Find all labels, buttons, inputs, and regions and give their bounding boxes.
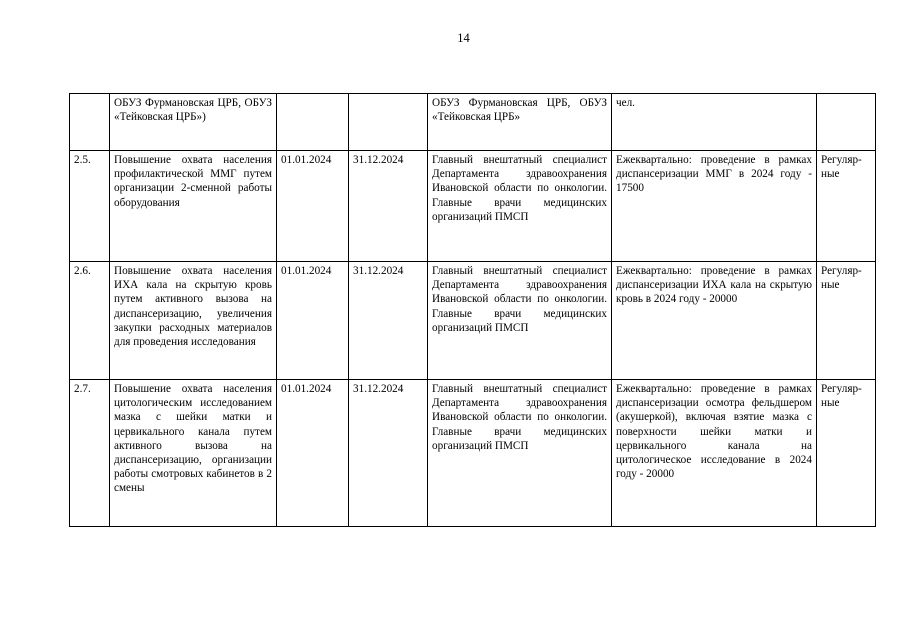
plan-table bbox=[69, 93, 876, 527]
table-row bbox=[70, 151, 876, 262]
responsible-cell: Главный внештатный специалист Департамента здравоохранения Ивановской области по онкологии. Главные врачи медицинских организаций ПМСП bbox=[428, 380, 612, 527]
end-date-cell: 31.12.2024 bbox=[349, 262, 428, 380]
responsible-cell: Главный внештатный специалист Департамента здравоохранения Ивановской области по онкологии. Главные врачи медицинских организаций ПМСП bbox=[428, 151, 612, 262]
measure-cell: ОБУЗ Фурмановская ЦРБ, ОБУЗ «Тейковская ЦРБ») bbox=[110, 94, 277, 151]
start-date-cell bbox=[277, 94, 349, 151]
type-cell bbox=[817, 94, 876, 151]
row-number bbox=[70, 94, 110, 151]
start-date-cell: 01.01.2024 bbox=[277, 380, 349, 527]
end-date-cell bbox=[349, 94, 428, 151]
row-number: 2.5. bbox=[70, 151, 110, 262]
table-row bbox=[70, 94, 876, 151]
result-cell: Ежеквартально: проведение в рамках диспансеризации осмотра фельдшером (акушеркой), включая взятие мазка с поверхности шейки матки и цервикального канала на цитологическое исследование в 2024 году - 20000 bbox=[612, 380, 817, 527]
measure-cell: Повышение охвата населения цитологическим исследованием мазка с шейки матки и цервикального канала путем активного вызова на диспансеризацию, организации работы смотровых кабинетов в 2 смены bbox=[110, 380, 277, 527]
end-date-cell: 31.12.2024 bbox=[349, 380, 428, 527]
row-number: 2.7. bbox=[70, 380, 110, 527]
type-cell: Регуляр-ные bbox=[817, 151, 876, 262]
start-date-cell: 01.01.2024 bbox=[277, 262, 349, 380]
result-cell: чел. bbox=[612, 94, 817, 151]
type-cell: Регуляр-ные bbox=[817, 262, 876, 380]
result-cell: Ежеквартально: проведение в рамках диспансеризации ММГ в 2024 году - 17500 bbox=[612, 151, 817, 262]
measure-cell: Повышение охвата населения профилактической ММГ путем организации 2-сменной работы оборудования bbox=[110, 151, 277, 262]
result-cell: Ежеквартально: проведение в рамках диспансеризации ИХА кала на скрытую кровь в 2024 году - 20000 bbox=[612, 262, 817, 380]
measure-cell: Повышение охвата населения ИХА кала на скрытую кровь путем активного вызова на диспансеризацию, увеличения закупки расходных материалов для проведения исследования bbox=[110, 262, 277, 380]
row-number: 2.6. bbox=[70, 262, 110, 380]
responsible-cell: Главный внештатный специалист Департамента здравоохранения Ивановской области по онкологии. Главные врачи медицинских организаций ПМСП bbox=[428, 262, 612, 380]
start-date-cell: 01.01.2024 bbox=[277, 151, 349, 262]
page-number: 14 bbox=[457, 31, 470, 45]
responsible-cell: ОБУЗ Фурмановская ЦРБ, ОБУЗ «Тейковская ЦРБ» bbox=[428, 94, 612, 151]
table-row bbox=[70, 380, 876, 527]
type-cell: Регуляр-ные bbox=[817, 380, 876, 527]
end-date-cell: 31.12.2024 bbox=[349, 151, 428, 262]
table-row bbox=[70, 262, 876, 380]
